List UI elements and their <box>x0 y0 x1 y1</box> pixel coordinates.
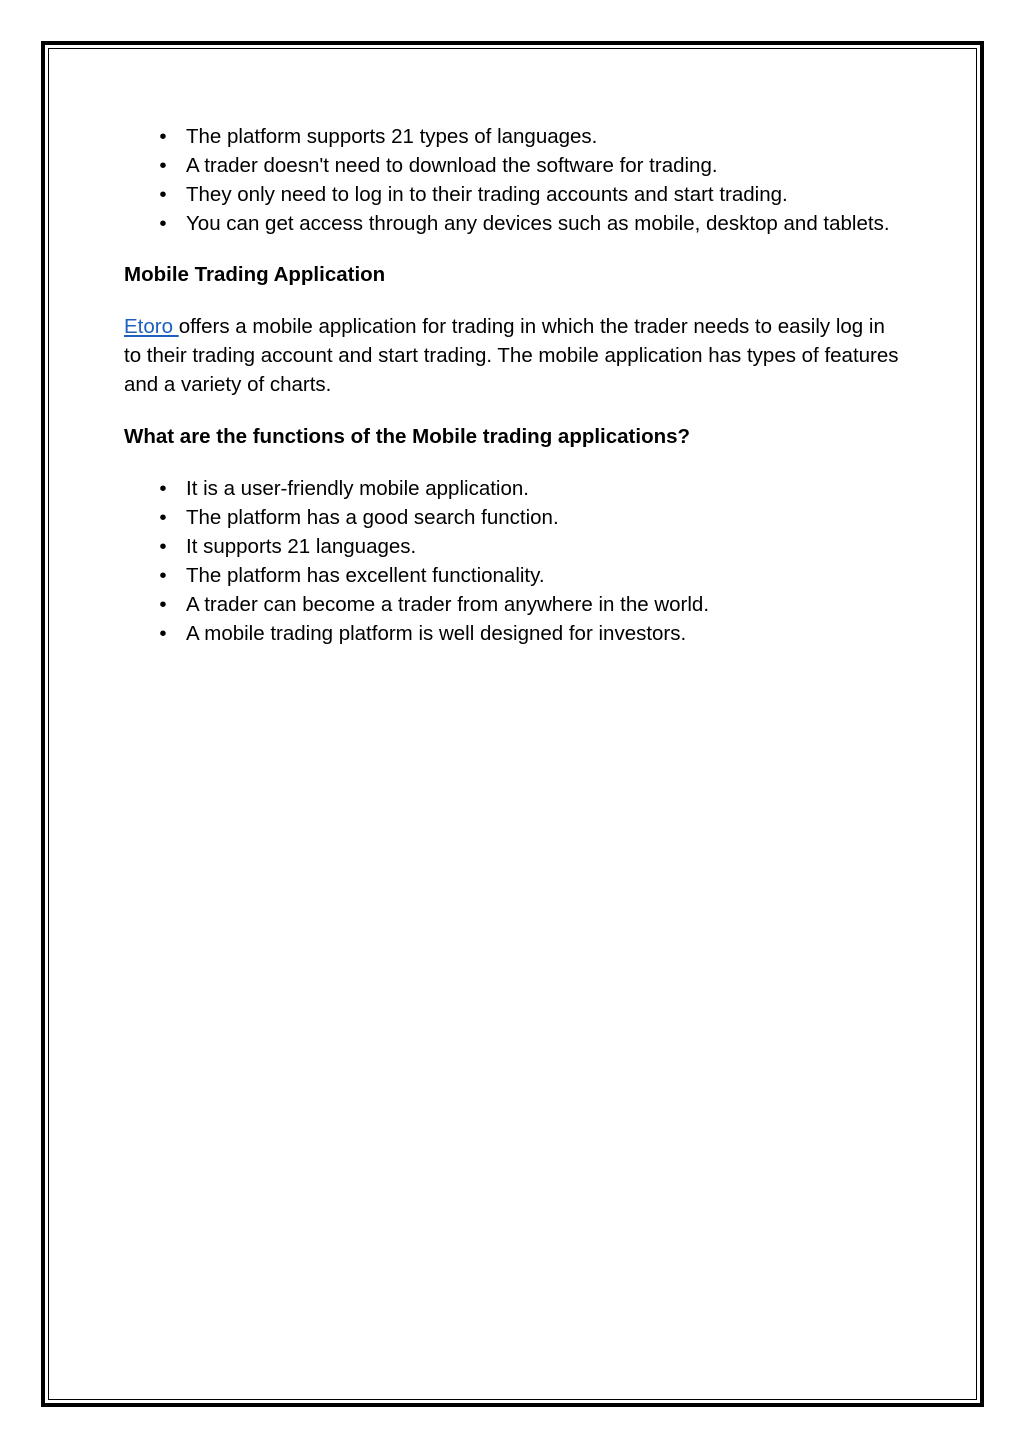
bullet-icon: • <box>159 125 167 148</box>
list-item: • The platform has a good search function. <box>124 503 899 532</box>
functions-bullet-list <box>124 474 899 648</box>
etoro-link[interactable]: Etoro <box>124 315 179 338</box>
bullet-icon: • <box>159 154 167 177</box>
list-item: • The platform has excellent functionality. <box>124 561 899 590</box>
list-item: • A trader doesn't need to download the software for trading. <box>124 151 899 180</box>
list-item: • The platform supports 21 types of languages. <box>124 122 899 151</box>
bullet-icon: • <box>159 477 167 500</box>
section-heading: Mobile Trading Application <box>124 263 386 286</box>
bullet-icon: • <box>159 183 167 206</box>
list-item: • It supports 21 languages. <box>124 532 899 561</box>
bullet-icon: • <box>159 212 167 235</box>
list-item: • It is a user-friendly mobile application. <box>124 474 899 503</box>
functions-heading: What are the functions of the Mobile trading applications? <box>124 425 691 448</box>
bullet-icon: • <box>159 622 167 645</box>
list-item: • They only need to log in to their trading accounts and start trading. <box>124 180 899 209</box>
list-item: • You can get access through any devices such as mobile, desktop and tablets. <box>124 209 899 238</box>
bullet-icon: • <box>159 506 167 529</box>
list-item: • A mobile trading platform is well designed for investors. <box>124 619 899 648</box>
list-item: • A trader can become a trader from anywhere in the world. <box>124 590 899 619</box>
bullet-icon: • <box>159 593 167 616</box>
bullet-icon: • <box>159 564 167 587</box>
intro-paragraph <box>124 312 899 399</box>
bullet-icon: • <box>159 535 167 558</box>
paragraph-text: offers a mobile application for trading in which the trader needs to easily log in to their trading account and start trading. The mobile application has types of features and a variety of charts. <box>124 315 899 396</box>
intro-bullet-list <box>124 122 899 238</box>
document-body <box>124 122 899 648</box>
